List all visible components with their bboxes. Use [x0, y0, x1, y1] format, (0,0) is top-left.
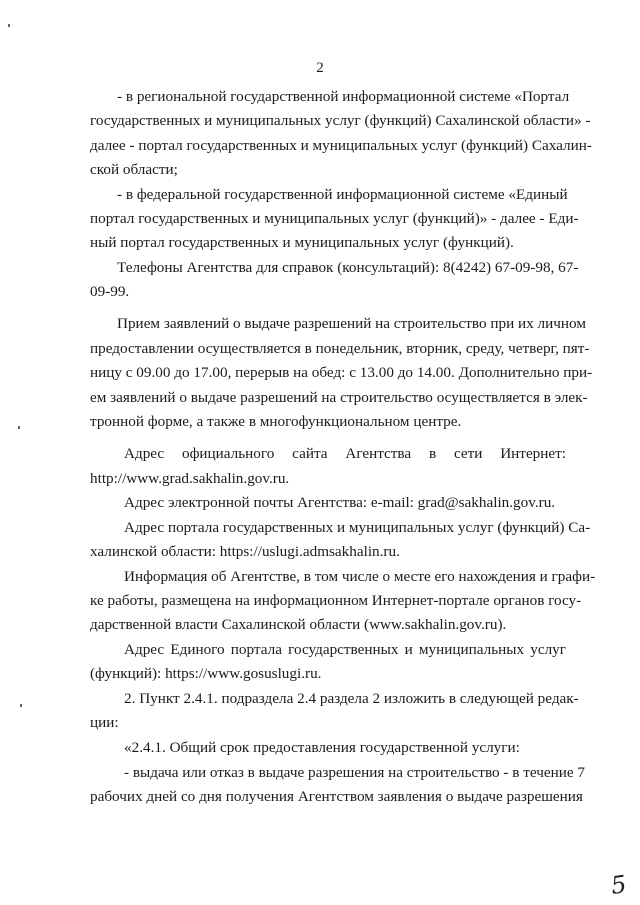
text-line: предоставлении осуществляется в понедельник, вторник, среду, четверг, пят-: [90, 340, 590, 357]
text-line: Телефоны Агентства для справок (консультаций): 8(4242) 67-09-98, 67-: [117, 259, 579, 276]
text-line: ницу с 09.00 до 17.00, перерыв на обед: с 13.00 до 14.00. Дополнительно при-: [90, 364, 593, 381]
text-line: далее - портал государственных и муниципальных услуг (функций) Сахалин-: [90, 137, 592, 154]
text-line: халинской области: https://uslugi.admsakhalin.ru.: [90, 543, 400, 560]
handwritten-page-mark: 5: [608, 870, 628, 900]
text-line: (функций): https://www.gosuslugi.ru.: [90, 665, 322, 682]
text-line: ке работы, размещена на информационном Интернет-портале органов госу-: [90, 592, 582, 609]
scan-speck: [20, 704, 22, 707]
text-line: - выдача или отказ в выдаче разрешения на строительство - в течение 7: [124, 764, 585, 781]
text-line: ции:: [90, 714, 119, 731]
text-line: ской области;: [90, 161, 178, 178]
text-line: Адрес портала государственных и муниципальных услуг (функций) Са-: [124, 519, 591, 536]
text-line: 2. Пункт 2.4.1. подраздела 2.4 раздела 2 изложить в следующей редак-: [124, 690, 579, 707]
text-line: Адрес Единого портала государственных и муниципальных услуг: [124, 641, 566, 658]
text-line: государственных и муниципальных услуг (функций) Сахалинской области» -: [90, 112, 591, 129]
page-number: 2: [316, 60, 324, 76]
text-line: «2.4.1. Общий срок предоставления государственной услуги:: [124, 739, 520, 756]
text-line: портал государственных и муниципальных услуг (функций)» - далее - Еди-: [90, 210, 579, 227]
text-line: - в федеральной государственной информационной системе «Единый: [117, 186, 568, 203]
text-line: Информация об Агентстве, в том числе о месте его нахождения и графи-: [124, 568, 596, 585]
text-line: ем заявлений о выдаче разрешений на строительство осуществляется в элек-: [90, 389, 588, 406]
text-line: Адрес официального сайта Агентства в сети Интернет:: [124, 445, 566, 462]
text-line: ный портал государственных и муниципальных услуг (функций).: [90, 234, 514, 251]
text-line: Адрес электронной почты Агентства: e-mail: grad@sakhalin.gov.ru.: [124, 494, 556, 511]
scan-speck: [18, 426, 20, 429]
text-line: тронной форме, а также в многофункциональном центре.: [90, 413, 462, 430]
text-line: - в региональной государственной информационной системе «Портал: [117, 88, 570, 105]
text-line: http://www.grad.sakhalin.gov.ru.: [90, 470, 290, 487]
text-line: дарственной власти Сахалинской области (www.sakhalin.gov.ru).: [90, 616, 507, 633]
scan-speck: [8, 24, 10, 27]
text-line: Прием заявлений о выдаче разрешений на строительство при их личном: [117, 315, 586, 332]
text-line: 09-99.: [90, 283, 130, 300]
text-line: рабочих дней со дня получения Агентством заявления о выдаче разрешения: [90, 788, 583, 805]
